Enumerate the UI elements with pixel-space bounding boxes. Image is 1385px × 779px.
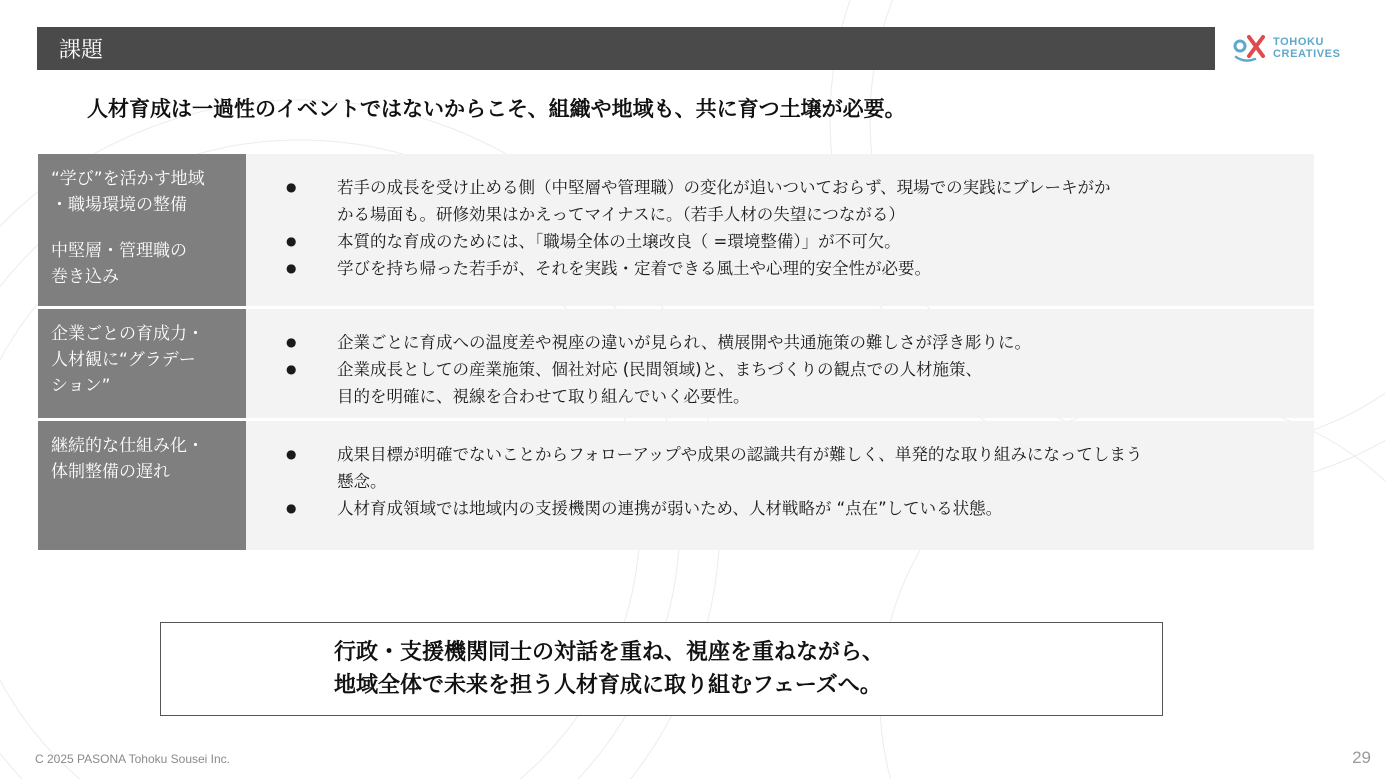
bullet-dot-icon: ● — [286, 180, 297, 194]
bullet-text-line: 企業ごとに育成への温度差や視座の違いが見られ、横展開や共通施策の難しさが浮き彫りに。 — [337, 333, 1031, 352]
bullet-item — [286, 174, 1294, 228]
issue-label-line: 巻き込み — [51, 267, 119, 287]
bullet-dot-icon: ● — [286, 335, 297, 349]
logo-text-line-1: TOHOKU — [1273, 36, 1325, 48]
bullet-dot-icon: ● — [286, 362, 297, 376]
bullet-text-line: 懸念。 — [337, 472, 387, 491]
slide-title: 課題 — [59, 38, 104, 63]
logo-wordmark — [1273, 36, 1341, 60]
issue-label-cell — [38, 421, 246, 550]
bullet-item — [286, 356, 1294, 410]
issue-label-line: 体制整備の遅れ — [51, 462, 170, 482]
issue-row — [38, 154, 1314, 306]
bullet-text — [337, 356, 1294, 410]
issue-label-line: 中堅層・管理職の — [51, 241, 187, 261]
bullet-text-line: 学びを持ち帰った若手が、それを実践・定着できる風土や心理的安全性が必要。 — [337, 259, 931, 278]
logo-mark-icon — [1231, 32, 1269, 64]
bullet-text-line: 人材育成領域では地域内の支援機関の連携が弱いため、人材戦略が “点在”している状態。 — [337, 499, 1003, 518]
tohoku-creatives-logo — [1231, 30, 1361, 66]
bullet-item — [286, 228, 1294, 255]
issue-label-line: ・職場環境の整備 — [51, 195, 187, 215]
issue-detail-cell — [246, 421, 1314, 550]
bullet-dot-icon: ● — [286, 234, 297, 248]
bullet-dot-icon: ● — [286, 501, 297, 515]
issue-label-line: “学び”を活かす地域 — [51, 169, 205, 189]
bullet-text — [337, 329, 1294, 356]
issue-detail-cell — [246, 309, 1314, 418]
bullet-item — [286, 441, 1294, 495]
bullet-dot-icon: ● — [286, 447, 297, 461]
logo-text-line-2: CREATIVES — [1273, 48, 1341, 60]
bullet-item — [286, 329, 1294, 356]
bullet-text-line: 目的を明確に、視線を合わせて取り組んでいく必要性。 — [337, 387, 750, 406]
label-spacer — [51, 218, 236, 238]
issue-label-line: 企業ごとの育成力・ — [51, 324, 204, 344]
bullet-text — [337, 495, 1294, 522]
issue-label-cell — [38, 309, 246, 418]
conclusion-callout — [160, 622, 1163, 716]
bullet-text-line: かる場面も。研修効果はかえってマイナスに。（若手人材の失望につながる） — [337, 205, 905, 224]
bullet-text-line: 企業成長としての産業施策、個社対応 (民間領域)と、まちづくりの観点での人材施策、 — [337, 360, 982, 379]
copyright-footer: C 2025 PASONA Tohoku Sousei Inc. — [35, 752, 231, 766]
issue-label-line: 継続的な仕組み化・ — [51, 436, 204, 456]
slide-title-bar — [37, 27, 1215, 70]
bullet-item — [286, 255, 1294, 282]
bullet-text — [337, 174, 1294, 228]
bullet-text-line: 成果目標が明確でないことからフォローアップや成果の認識共有が難しく、単発的な取り組みになってしまう — [337, 445, 1143, 464]
issue-row — [38, 309, 1314, 418]
callout-line-1: 行政・支援機関同士の対話を重ね、視座を重ねながら、 — [334, 640, 885, 665]
bullet-text — [337, 228, 1294, 255]
page-number: 29 — [1352, 748, 1371, 767]
bullet-text-line: 若手の成長を受け止める側（中堅層や管理職）の変化が追いついておらず、現場での実践にブレーキがか — [337, 178, 1111, 197]
lead-statement: 人材育成は一過性のイベントではないからこそ、組織や地域も、共に育つ土壌が必要。 — [87, 97, 906, 121]
bullet-item — [286, 495, 1294, 522]
bullet-text-line: 本質的な育成のためには、「職場全体の土壌改良（ =環境整備）」が不可欠。 — [337, 232, 901, 251]
issues-table — [38, 154, 1314, 553]
issue-row — [38, 421, 1314, 550]
issue-label-line: 人材観に“グラデー — [51, 350, 196, 370]
issue-label-cell — [38, 154, 246, 306]
issue-label-line: ション” — [51, 376, 111, 396]
bullet-dot-icon: ● — [286, 261, 297, 275]
callout-line-2: 地域全体で未来を担う人材育成に取り組むフェーズへ。 — [334, 673, 882, 698]
issue-detail-cell — [246, 154, 1314, 306]
bullet-text — [337, 441, 1294, 495]
bullet-text — [337, 255, 1294, 282]
